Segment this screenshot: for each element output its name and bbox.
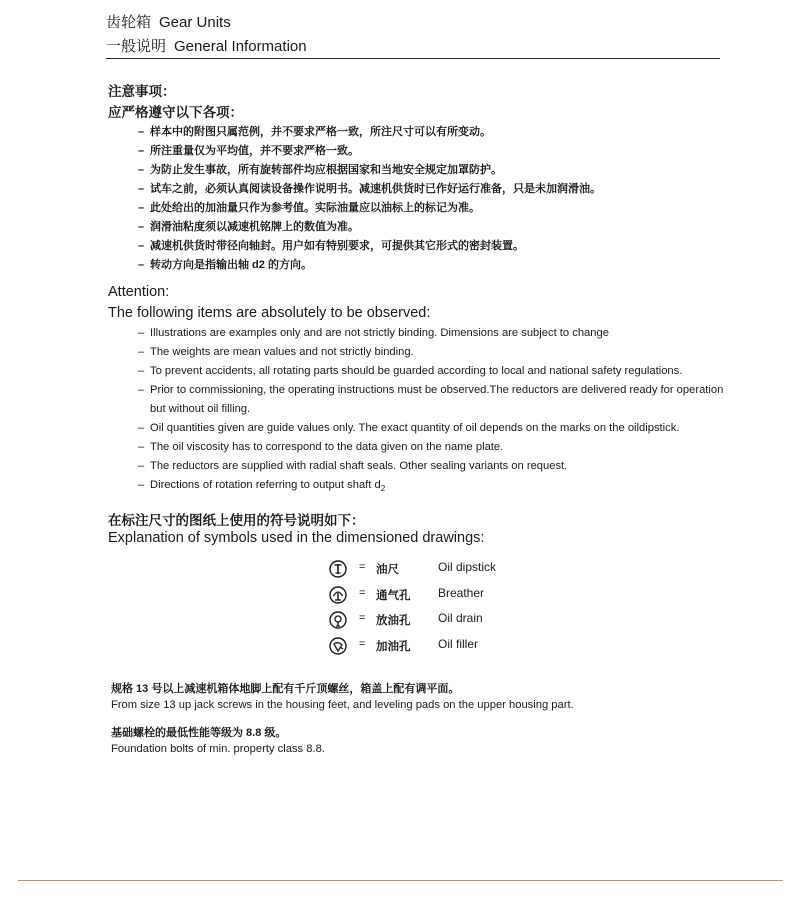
list-item: – 润滑油粘度须以减速机铭牌上的数值为准。 xyxy=(138,218,601,237)
symbol-label-en: Oil dipstick xyxy=(438,560,497,574)
oil-dipstick-icon xyxy=(328,559,348,579)
symbol-equals: = xyxy=(359,638,366,651)
symbols-title-en: Explanation of symbols used in the dimensioned drawings: xyxy=(108,530,485,546)
notes-en-title: Attention: xyxy=(108,284,170,300)
list-item: – Illustrations are examples only and are not strictly binding. Dimensions are subject to change xyxy=(138,324,730,343)
symbol-equals: = xyxy=(359,612,366,625)
symbol-row-filler xyxy=(328,636,588,662)
header-title xyxy=(106,11,231,32)
header-title-cn: 齿轮箱 xyxy=(106,14,152,31)
jack-screws-note-cn: 规格 13 号以上减速机箱体地脚上配有千斤顶螺丝，箱盖上配有调平面。 xyxy=(111,683,460,695)
symbol-label-en: Breather xyxy=(438,585,485,600)
list-item: – 所注重量仅为平均值，并不要求严格一致。 xyxy=(138,142,601,161)
symbol-row-drain xyxy=(328,610,588,636)
notes-en-list xyxy=(138,324,730,498)
list-item: – 为防止发生事故，所有旋转部件均应根据国家和当地安全规定加罩防护。 xyxy=(138,161,601,180)
foundation-bolts-note-cn: 基础螺栓的最低性能等级为 8.8 级。 xyxy=(111,727,287,739)
symbol-label-cn: 通气孔 xyxy=(376,589,411,602)
header-subtitle-cn: 一般说明 xyxy=(106,38,167,55)
notes-en-subtitle: The following items are absolutely to be observed: xyxy=(108,305,431,321)
symbol-equals: = xyxy=(359,561,366,573)
list-item: – 减速机供货时带径向轴封。用户如有特别要求，可提供其它形式的密封装置。 xyxy=(138,237,601,256)
last-item-text: Directions of rotation referring to output shaft d xyxy=(150,479,381,491)
symbol-equals: = xyxy=(359,586,366,599)
notes-cn-subtitle: 应严格遵守以下各项： xyxy=(108,105,243,120)
symbol-label-cn: 油尺 xyxy=(376,564,399,576)
symbols-list xyxy=(328,559,588,662)
symbol-label-cn: 加油孔 xyxy=(376,641,411,654)
symbols-title-cn: 在标注尺寸的图纸上使用的符号说明如下： xyxy=(108,513,365,528)
header-subtitle-en: General Information xyxy=(174,38,307,55)
list-item: – To prevent accidents, all rotating parts should be guarded according to local and national safety regulations. xyxy=(138,362,730,381)
list-item: – 转动方向是指输出轴 d2 的方向。 xyxy=(138,256,601,275)
symbol-label-en: Oil drain xyxy=(438,611,483,626)
bottom-divider xyxy=(18,880,783,881)
header-divider xyxy=(106,58,720,59)
header-subtitle xyxy=(106,35,307,56)
foundation-bolts-note-en: Foundation bolts of min. property class 8.8. xyxy=(111,743,325,755)
list-item: – 此处给出的加油量只作为参考值。实际油量应以油标上的标记为准。 xyxy=(138,199,601,218)
breather-icon xyxy=(328,585,348,605)
jack-screws-note-en: From size 13 up jack screws in the housing feet, and leveling pads on the upper housing part. xyxy=(111,699,574,711)
header-title-en: Gear Units xyxy=(159,14,231,31)
symbol-label-en: Oil filler xyxy=(438,637,479,652)
oil-drain-icon xyxy=(328,610,348,630)
oil-filler-icon xyxy=(328,636,348,656)
notes-cn-title: 注意事项： xyxy=(108,84,176,99)
list-item xyxy=(138,476,730,498)
list-item: – The oil viscosity has to correspond to the data given on the name plate. xyxy=(138,438,730,457)
symbol-row-breather xyxy=(328,585,588,611)
last-item-subscript: 2 xyxy=(380,484,386,494)
symbol-label-cn: 放油孔 xyxy=(376,615,411,628)
list-item: – The reductors are supplied with radial shaft seals. Other sealing variants on request. xyxy=(138,457,730,476)
list-item: – Prior to commissioning, the operating instructions must be observed.The reductors are delivered ready for operation but without oil filling. xyxy=(138,381,730,419)
symbol-row-dipstick xyxy=(328,559,588,585)
list-item: – The weights are mean values and not strictly binding. xyxy=(138,343,730,362)
list-item: – Oil quantities given are guide values only. The exact quantity of oil depends on the marks on the oildipstick. xyxy=(138,419,730,438)
list-item: – 试车之前，必须认真阅读设备操作说明书。减速机供货时已作好运行准备，只是未加润滑油。 xyxy=(138,180,601,199)
list-item: – 样本中的附图只属范例，并不要求严格一致，所注尺寸可以有所变动。 xyxy=(138,123,601,142)
notes-cn-list xyxy=(138,123,601,275)
